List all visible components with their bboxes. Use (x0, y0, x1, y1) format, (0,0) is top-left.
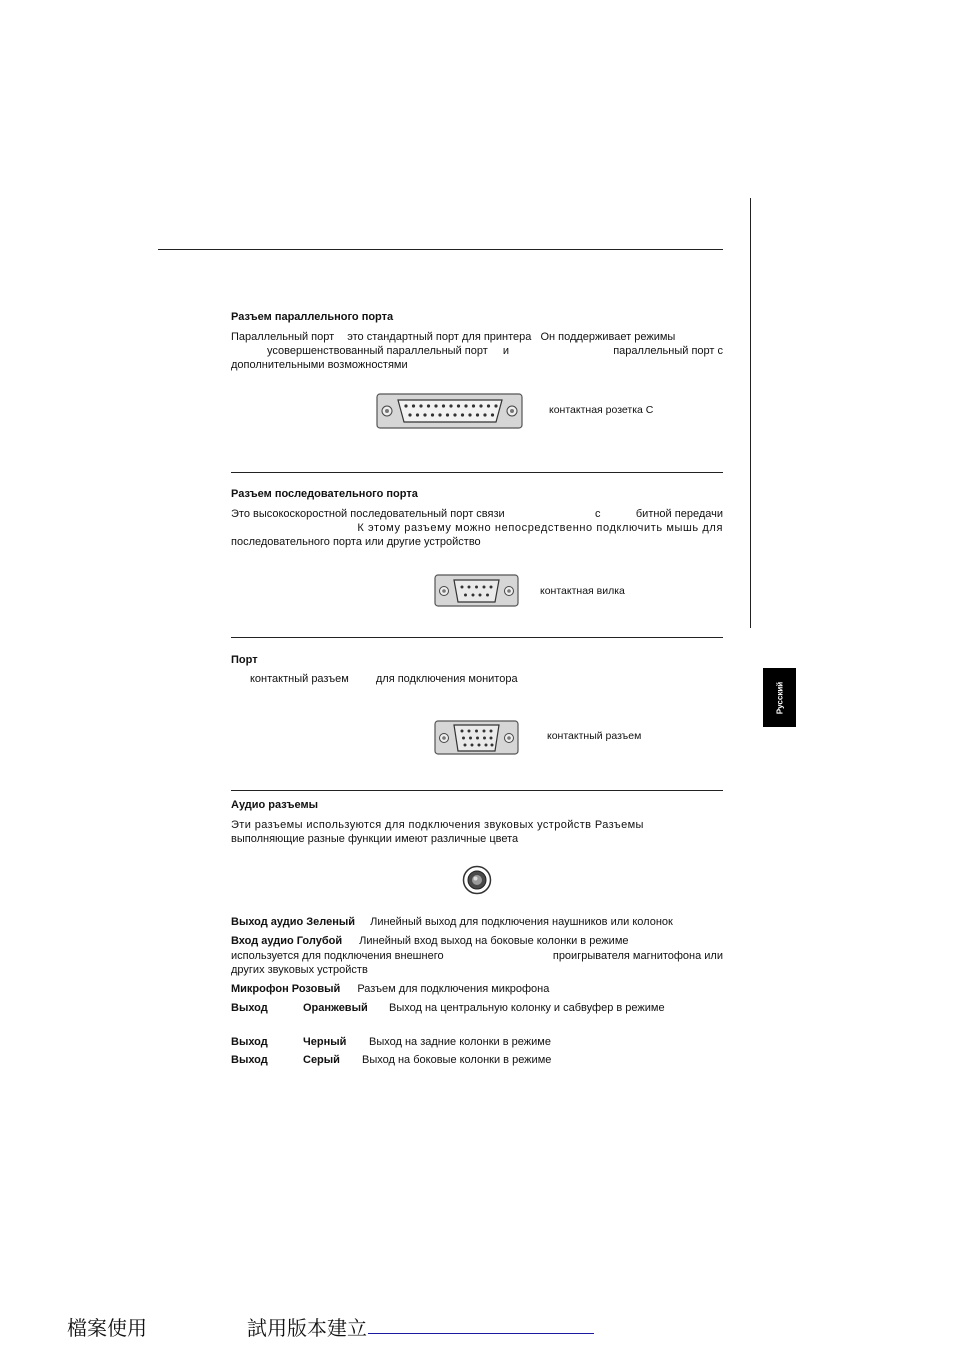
parallel-caption: контактная розетка С (549, 404, 654, 416)
margin-rule (750, 198, 751, 628)
db25-connector-image (376, 393, 524, 431)
audio-item-text: Разъем для подключения микрофона (357, 983, 550, 995)
serial-line-1 (231, 507, 723, 522)
audio-item-text: проигрывателя магнитофона или (552, 950, 723, 962)
audio-line-1: Эти разъемы используются для подключения звуковых устройств Разъемы (231, 819, 644, 831)
vga-caption: контактный разъем (547, 730, 642, 742)
audio-item-color: Черный (303, 1036, 347, 1048)
parallel-text: и (502, 345, 509, 357)
audio-item-label: Выход аудио Зеленый (231, 916, 356, 928)
footer-link-underline[interactable] (368, 1333, 594, 1334)
section-rule (231, 637, 723, 638)
parallel-text: усовершенствованный параллельный порт (267, 345, 488, 357)
language-tab-label: Русский (775, 681, 784, 714)
audio-item-orange (231, 1001, 723, 1016)
vga-text: контактный разъем (250, 673, 349, 685)
audio-item-gray (231, 1053, 723, 1068)
audio-item-label: Вход аудио Голубой (231, 935, 343, 947)
audio-item-text: Выход на центральную колонку и сабвуфер в режиме (389, 1002, 665, 1014)
footer-left-text: 檔案使用 (67, 1316, 147, 1340)
audio-item-blue-line2 (231, 949, 723, 964)
serial-line-2: К этому разъему можно непосредственно подключить мышь для (357, 522, 723, 534)
top-rule (158, 249, 723, 250)
audio-heading: Аудио разъемы (231, 799, 318, 811)
audio-item-text: Выход на боковые колонки в режиме (362, 1054, 552, 1066)
parallel-text: Параллельный порт (231, 331, 335, 343)
footer-right-text: 試用版本建立 (247, 1316, 367, 1340)
audio-item-pink (231, 982, 549, 997)
audio-item-text: Выход на задние колонки в режиме (369, 1036, 551, 1048)
audio-item-label: Выход (231, 1002, 268, 1014)
audio-item-label: Выход (231, 1054, 268, 1066)
audio-item-blue (231, 934, 629, 949)
serial-text: с (595, 508, 601, 520)
serial-heading: Разъем последовательного порта (231, 488, 418, 500)
vga-heading: Порт (231, 654, 258, 666)
section-rule (231, 472, 723, 473)
audio-item-blue-line3: других звуковых устройств (231, 964, 368, 976)
parallel-line-1 (231, 330, 723, 345)
serial-text: Это высокоскоростной последовательный порт связи (231, 508, 505, 520)
parallel-line-2 (231, 344, 723, 359)
audio-jack-image (462, 865, 492, 895)
audio-item-color: Серый (303, 1054, 340, 1066)
vga-line-1 (231, 672, 723, 687)
parallel-text: это стандартный порт для принтера (347, 331, 532, 343)
audio-item-black (231, 1035, 723, 1050)
parallel-line-3: дополнительными возможностями (231, 359, 408, 371)
db9-connector-image (434, 574, 520, 608)
serial-caption: контактная вилка (540, 585, 625, 597)
audio-item-text: Линейный выход для подключения наушников или колонок (370, 916, 673, 928)
vga-text: для подключения монитора (375, 673, 518, 685)
parallel-text: параллельный порт с (613, 345, 723, 357)
section-rule (231, 790, 723, 791)
serial-text: битной передачи (635, 508, 723, 520)
audio-item-text: Линейный вход выход на боковые колонки в режиме (359, 935, 629, 947)
audio-item-label: Выход (231, 1036, 268, 1048)
language-tab (763, 668, 796, 727)
parallel-heading: Разъем параллельного порта (231, 311, 394, 323)
parallel-text: Он поддерживает режимы (540, 331, 676, 343)
audio-item-text: используется для подключения внешнего (231, 950, 444, 962)
serial-line-3: последовательного порта или другие устройство (231, 536, 481, 548)
audio-item-label: Микрофон Розовый (231, 983, 341, 995)
audio-item-color: Оранжевый (303, 1002, 368, 1014)
audio-item-green (231, 915, 673, 930)
vga-connector-image (434, 720, 520, 756)
audio-line-2: выполняющие разные функции имеют различные цвета (231, 833, 519, 845)
